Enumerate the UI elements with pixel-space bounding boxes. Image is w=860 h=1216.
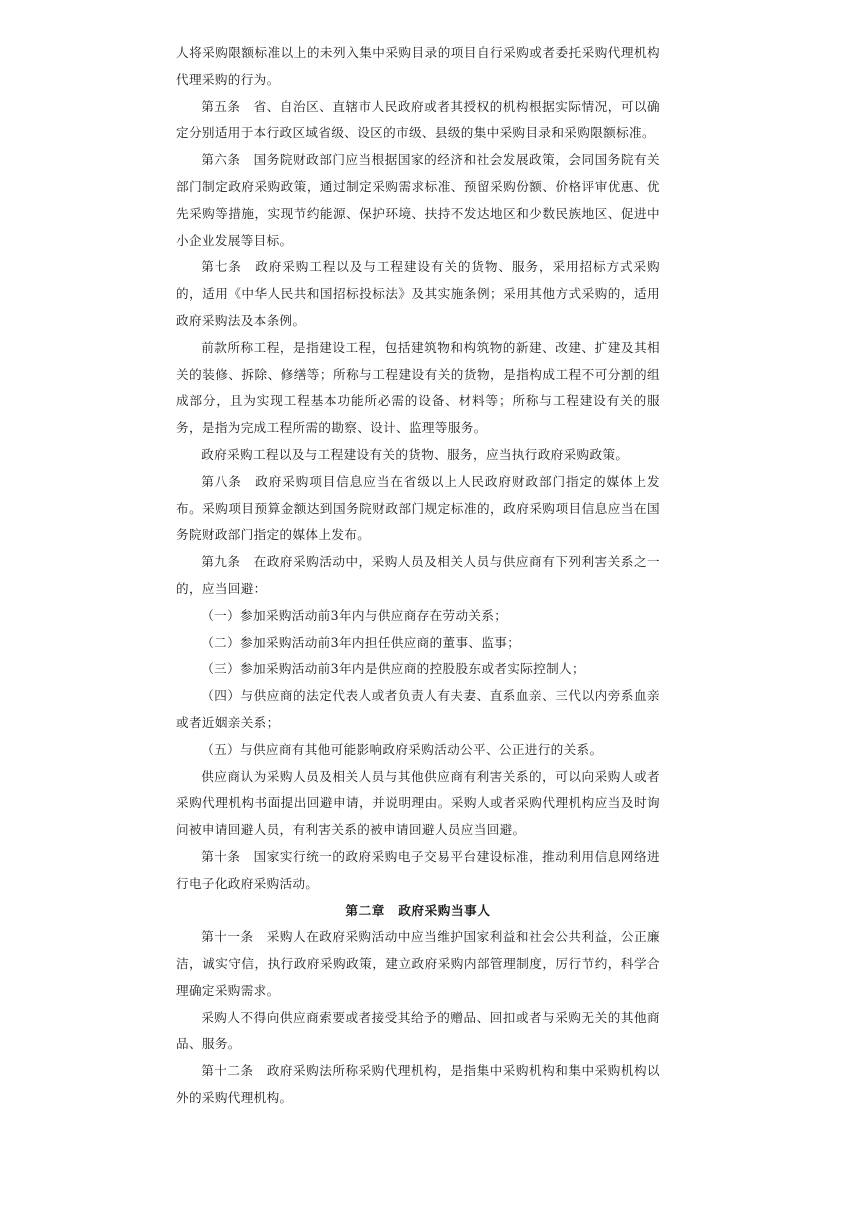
paragraph-article-11-clause-2: 采购人不得向供应商索要或者接受其给予的赠品、回扣或者与采购无关的其他商品、服务。 bbox=[176, 1009, 660, 1052]
chapter-heading: 第二章 政府采购当事人 bbox=[345, 902, 491, 918]
paragraph-article-9: 第九条 在政府采购活动中，采购人员及相关人员与供应商有下列利害关系之一的，应当回避： bbox=[176, 554, 660, 596]
paragraph-article-6: 第六条 国务院财政部门应当根据国家的经济和社会发展政策，会同国务院有关部门制定政府采购政策，通过制定采购需求标准、预留采购份额、价格评审优惠、优先采购等措施，实现节约能源、保护环境、扶持不发达地区和少数民族地区、促进中小企业发展等目标。 bbox=[176, 152, 660, 248]
paragraph-article-11: 第十一条 采购人在政府采购活动中应当维护国家利益和社会公共利益，公正廉洁，诚实守信，执行政府采购政策，建立政府采购内部管理制度，厉行节约，科学合理确定采购需求。 bbox=[176, 929, 660, 998]
paragraph-article-9-clause-2: 供应商认为采购人员及相关人员与其他供应商有利害关系的，可以向采购人或者采购代理机构书面提出回避申请，并说明理由。采购人或者采购代理机构应当及时询问被申请回避人员，有利害关系的被申请回避人员应当回避。 bbox=[176, 768, 660, 838]
paragraph-article-12: 第十二条 政府采购法所称采购代理机构，是指集中采购机构和集中采购机构以外的采购代理机构。 bbox=[176, 1063, 660, 1106]
paragraph-article-5: 第五条 省、自治区、直辖市人民政府或者其授权的机构根据实际情况，可以确定分别适用于本行政区域省级、设区的市级、县级的集中采购目录和采购限额标准。 bbox=[176, 98, 660, 141]
paragraph-continuation: 人将采购限额标准以上的未列入集中采购目录的项目自行采购或者委托采购代理机构代理采购的行为。 bbox=[176, 45, 660, 87]
list-item-4: （四）与供应商的法定代表人或者负责人有夫妻、直系血亲、三代以内旁系血亲或者近姻亲关系； bbox=[176, 688, 660, 730]
paragraph-article-7-clause-2: 前款所称工程，是指建设工程，包括建筑物和构筑物的新建、改建、扩建及其相关的装修、拆除、修缮等；所称与工程建设有关的货物，是指构成工程不可分割的组成部分，且为实现工程基本功能所必需的设备、材料等；所称与工程建设有关的服务，是指为完成工程所需的勘察、设计、监理等服务。 bbox=[176, 339, 660, 436]
paragraph-article-7: 第七条 政府采购工程以及与工程建设有关的货物、服务，采用招标方式采购的，适用《中华人民共和国招标投标法》及其实施条例；采用其他方式采购的，适用政府采购法及本条例。 bbox=[176, 259, 660, 328]
list-item-2: （二）参加采购活动前3年内担任供应商的董事、监事； bbox=[201, 634, 521, 650]
list-item-1: （一）参加采购活动前3年内与供应商存在劳动关系； bbox=[201, 607, 508, 623]
paragraph-article-10: 第十条 国家实行统一的政府采购电子交易平台建设标准，推动利用信息网络进行电子化政府采购活动。 bbox=[176, 848, 660, 891]
paragraph-article-7-clause-3: 政府采购工程以及与工程建设有关的货物、服务，应当执行政府采购政策。 bbox=[201, 446, 629, 462]
paragraph-article-8: 第八条 政府采购项目信息应当在省级以上人民政府财政部门指定的媒体上发布。采购项目预算金额达到国务院财政部门规定标准的，政府采购项目信息应当在国务院财政部门指定的媒体上发布。 bbox=[176, 473, 660, 543]
list-item-3: （三）参加采购活动前3年内是供应商的控股股东或者实际控制人； bbox=[201, 661, 585, 677]
document-page bbox=[176, 40, 660, 1112]
list-item-5: （五）与供应商有其他可能影响政府采购活动公平、公正进行的关系。 bbox=[201, 741, 603, 757]
